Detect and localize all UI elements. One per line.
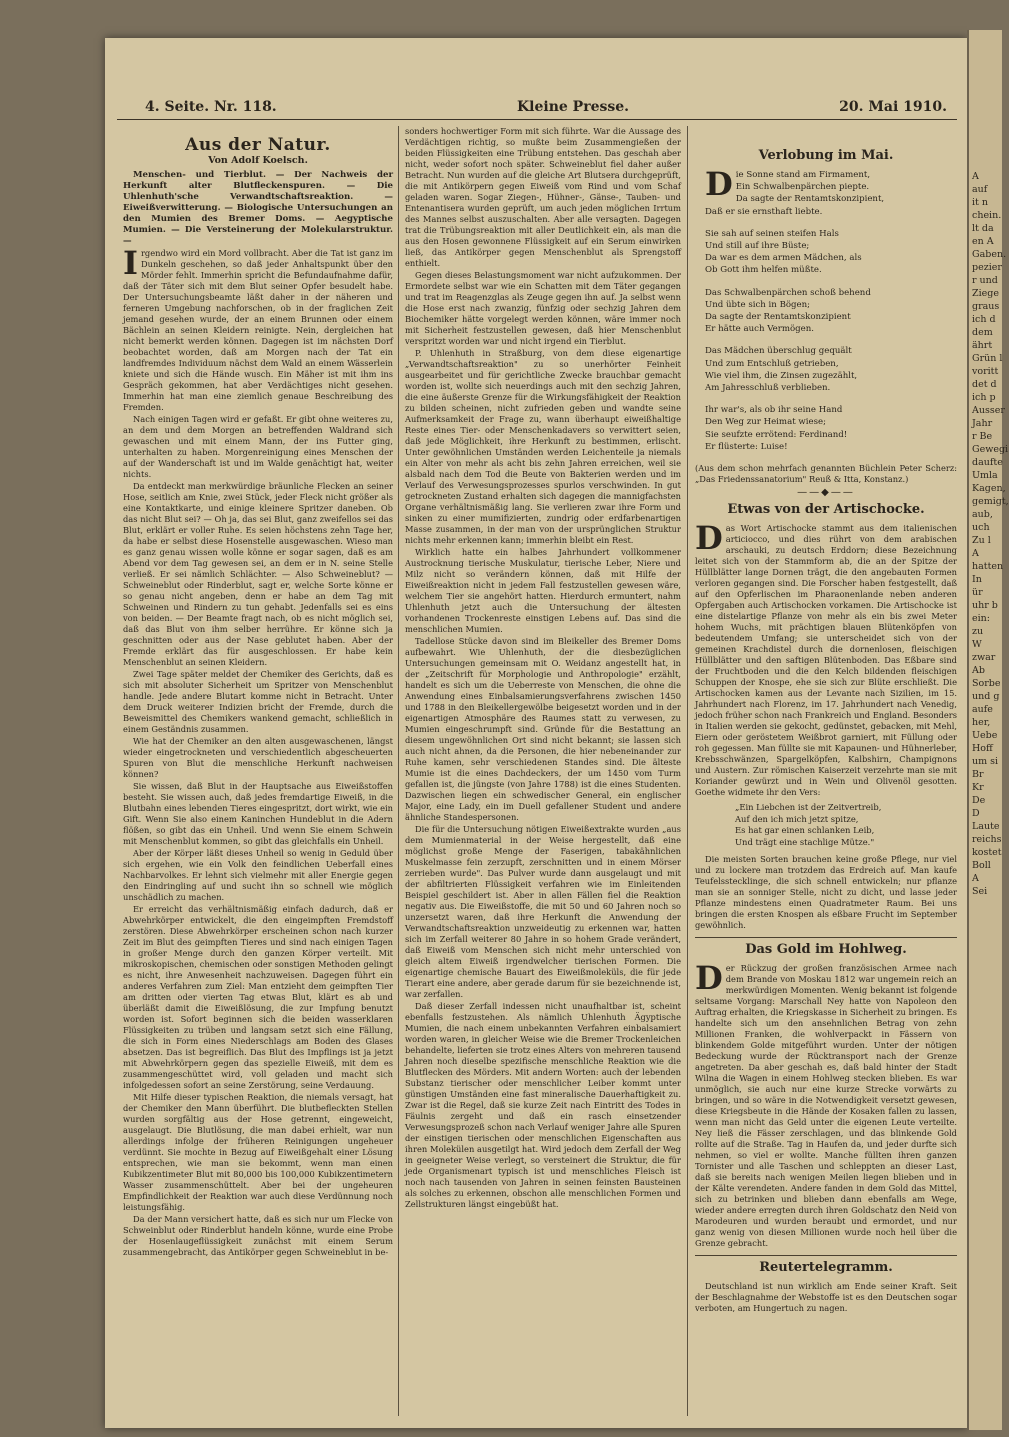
article-paragraph: Gegen dieses Belastungsmoment war nicht aufzukommen. Der Ermordete selbst war wie ein Schatten mit dem Täter gegangen und trat im Reagenzglas als Zeuge gegen ihn auf. Ja selbst wenn die Hose erst nach zwanzig, fünfzig oder sechzig Jahren dem Biochemiker hätte vorgelegt werden können, wäre immer noch mit Sicherheit festzustellen gewesen, daß hier Menschenblut verspritzt worden war und nicht irgend ein Tierblut. xyxy=(405,270,681,346)
dropcap: I xyxy=(123,244,138,282)
adjacent-page-fragment: zwar xyxy=(972,652,996,663)
article-title: Aus der Natur. xyxy=(185,135,331,155)
article-paragraph: Die für die Untersuchung nötigen Eiweißextrakte wurden „aus dem Mumienmaterial in der Weise hergestellt, daß eine möglichst große Menge der Faserigen, tabakähnlichen Muskelmasse fein zerzupft, zerschnitten und in einem Mörser zerrieben wurde". Das Pulver wurde dann ausgelaugt und mit der abfiltrierten Flüssigkeit verfahren wie im Einleitenden Beispiel geschildert ist. Aber in allen Fällen fiel die Reaktion negativ aus. Die Eiweißstoffe, die mit 50 und 60 Jahren noch so unzersetzt waren, daß ihre Herkunft die Anwendung der Verwandtschaftsreaktion unzweideutig zu erkennen war, hatten sich im Zerfall weiterer 80 Jahre in so hohem Grade verändert, daß Eiweiß vom Menschen sich nicht mehr unterschied von gleich altem Eiweiß irgendwelcher tierischen Formen. Die eigenartige chemische Bauart des Eiweißmoleküls, die für jede Tierart eine andere, aber gerade darum für sie bezeichnende ist, war zerfallen. xyxy=(405,824,681,999)
telegramm-text: Deutschland ist nun wirklich am Ende seiner Kraft. Seit der Beschlagnahme der Webstoffe ist es den Deutschen sogar verboten, am Hungertuch zu nagen. xyxy=(695,1281,957,1314)
adjacent-page-fragment: A xyxy=(972,548,979,559)
ornament-divider: ——◆—— xyxy=(797,487,855,499)
adjacent-page-fragment: graus xyxy=(972,301,1000,312)
poem-title: Verlobung im Mai. xyxy=(758,148,894,163)
adjacent-page-fragment: ein: xyxy=(972,613,990,624)
adjacent-page-fragment: und g xyxy=(972,691,1000,702)
page-header xyxy=(117,97,957,120)
column-3 xyxy=(695,126,957,1426)
gold-title: Das Gold im Hohlweg. xyxy=(745,942,907,958)
poem xyxy=(695,165,957,453)
article-paragraph: Der Rückzug der großen französischen Armee nach dem Brande von Moskau 1812 war ungemein reich an merkwürdigen Momenten. Wenig bekannt ist folgende seltsame Vorgang: Marschall Ney hatte von Napoleon den Auftrag erhalten, die Kriegskasse in Sicherheit zu bringen. Es handelte sich um den ansehnlichen Betrag von zehn Millionen Franken, die wohlverpackt in Fässern von blinkendem Golde mitgeführt wurden. Unter der nötigen Bedeckung wurde der Rücktransport nach der Grenze angetreten. Da aber geschah es, daß bald hinter der Stadt Wilna die Wagen in einem Hohlweg stecken blieben. Es war unmöglich, sie auch nur eine kurze Strecke vorwärts zu bringen, und so wäre in die Notwendigkeit versetzt gewesen, diese Kriegsbeute in die Hände der Kosaken fallen zu lassen, wenn man nicht das Geld unter die eigenen Leute verteilte. Ney ließ die Fässer zerschlagen, und das blinkende Gold rollte auf die Straße. Tag in Haufen da, und jeder durfte sich nehmen, so viel er wollte. Manche füllten ihren ganzen Tornister und alle Taschen und schleppten an dieser Last, daß sie bereits nach wenigen Meilen liegen blieben und in der Kälte verendeten. Andere fanden in dem Gold das Mittel, sich zu betrinken und blieben dann ebenfalls am Wege, wieder andere erregten durch ihren Goldschatz den Neid von Marodeuren und wurden beraubt und ermordet, und nur ganz wenig von diesen Millionen wurde noch heil über die Grenze gebracht. xyxy=(695,959,957,1249)
article-paragraph: Irgendwo wird ein Mord vollbracht. Aber die Tat ist ganz im Dunkeln geschehen, so daß jeder Anhaltspunkt über den Mörder fehlt. Immerhin spricht die Befundaufnahme dafür, daß der Täter sich mit dem Blut seiner Opfer besudelt habe. Der Untersuchungsbeamte läßt daher in der näheren und ferneren Umgebung nachforschen, ob in der fraglichen Zeit jemand gesehen wurde, der an einem Brunnen oder einem Bächlein an seinen Kleidern reinigte. Nein, dergleichen hat nicht bemerkt werden können. Dagegen ist im nächsten Dorf beobachtet worden, daß am Morgen nach der Tat ein landfremdes Individuum nächst dem Wald an einem Wässerlein kniete und sich die Hände wusch. Ein Mäher ist mit ihm ins Gespräch gekommen, hat aber Verdächtiges nicht gesehen. Immerhin hat man eine ziemlich genaue Beschreibung des Fremden. xyxy=(123,244,393,412)
adjacent-page-fragment: Sorbe xyxy=(972,678,1001,689)
article-byline: Von Adolf Koelsch. xyxy=(208,155,308,166)
adjacent-page-fragment: uhr b xyxy=(972,600,998,611)
adjacent-page-fragment: r und xyxy=(972,275,998,286)
article-paragraph: Wirklich hatte ein halbes Jahrhundert vollkommener Austrocknung tierische Muskulatur, tierische Leber, Niere und Milz nicht so verändern können, daß mit Hilfe der Eiweißreaktion nicht in jedem Fall festzustellen gewesen wäre, welchem Tier sie angehört hatten. Hierdurch ermuntert, nahm Uhlenhuth jetzt auch die Untersuchung der ältesten vorhandenen Trockenreste einstigen Lebens auf. Das sind die menschlichen Mumien. xyxy=(405,547,681,634)
article-paragraph: Tadellose Stücke davon sind im Bleikeller des Bremer Doms aufbewahrt. Wie Uhlenhuth, der die diesbezüglichen Untersuchungen gemeinsam mit O. Weidanz angestellt hat, in der „Zeitschrift für Morphologie und Anthropologie" erzählt, handelt es sich um die Ueberreste von Menschen, die ohne die Anwendung eines Einbalsamierungsverfahrens zwischen 1450 und 1788 in den Bleikellergewölbe beigesetzt worden und in der eigenartigen Atmosphäre des Raumes statt zu verwesen, zu Mumien eingeschrumpft sind. Gründe für die Bestattung an diesem ungewöhnlichen Ort sind nicht bekannt; sie lassen sich auch nicht ahnen, da die Personen, die hier nebeneinander zur Ruhe kamen, sehr verschiedenen Standes sind. Die älteste Mumie ist die eines Dachdeckers, der um 1450 vom Turm gefallen ist, die jüngste (von Jahre 1788) ist die eines Studenten. Dazwischen liegen ein schwedischer General, ein englischer Major, eine Lady, ein im Duell gefallener Student und andere ähnliche Standespersonen. xyxy=(405,636,681,822)
adjacent-page-fragment: ich d xyxy=(972,314,996,325)
adjacent-page-fragment: Ziege xyxy=(972,288,999,299)
adjacent-page-fragment: ich p xyxy=(972,392,996,403)
adjacent-page-fragment: Kr xyxy=(972,782,984,793)
column-rule-2 xyxy=(687,126,688,1416)
adjacent-page-fragment: dem xyxy=(972,327,993,338)
adjacent-page-fragment: Ausser xyxy=(972,405,1005,416)
poem-stanza: Ihr war's, als ob ihr seine Hand Den Weg zur Heimat wiese; Sie seufzte errötend: Ferdinand! Er flüsterte: Luise! xyxy=(705,405,848,452)
adjacent-page-fragment: uch xyxy=(972,522,990,533)
adjacent-page-fragment: Br xyxy=(972,769,984,780)
adjacent-page-fragment: her, xyxy=(972,717,991,728)
section-rule xyxy=(695,1255,957,1256)
goethe-quote: „Ein Liebchen ist der Zeitvertreib, Auf den ich mich jetzt spitze, Es hat gar einen schlanken Leib, Und trägt eine stachlige Mütze." xyxy=(735,802,882,847)
article-paragraph: Wie hat der Chemiker an den alten ausgewaschenen, längst wieder eingetrockneten und verschiedentlich abgescheuerten Spuren von Blut die menschliche Herkunft nachweisen können? xyxy=(123,736,393,779)
adjacent-page-fragment: Boll xyxy=(972,860,991,871)
adjacent-page-fragment: Ab xyxy=(972,665,985,676)
paper-title: Kleine Presse. xyxy=(517,99,630,115)
adjacent-page-fragment: A xyxy=(972,171,979,182)
article-lead: Menschen- und Tierblut. — Der Nachweis der Herkunft alter Blutfleckenspuren. — Die Uhlenhuth'sche Verwandtschaftsreaktion. — Eiweißverwitterung. — Biologische Untersuchungen an den Mumien des Bremer Doms. — Aegyptische Mumien. — Die Versteinerung der Molekularstruktur. — xyxy=(123,170,393,246)
adjacent-page-fragment: hatten xyxy=(972,561,1004,572)
adjacent-page-fragment: chein. xyxy=(972,210,1002,221)
adjacent-page-fragment: r Be xyxy=(972,431,993,442)
adjacent-page-fragment: Jahr xyxy=(972,418,993,429)
article-paragraph: Sie wissen, daß Blut in der Hauptsache aus Eiweißstoffen besteht. Sie wissen auch, daß jedes fremdartige Eiweiß, in die Blutbahn eines lebenden Tieres eingespritzt, dort wirkt, wie ein Gift. Wenn Sie also einem Kaninchen Hundeblut in die Adern flößen, so gibt das ein Unheil. Und wenn Sie einem Schwein mit Menschenblut kommen, so gibt das gleichfalls ein Unheil. xyxy=(123,781,393,846)
adjacent-page-fragment: en A xyxy=(972,236,994,247)
adjacent-page-fragment: Gaben. xyxy=(972,249,1007,260)
adjacent-page-fragment: zu xyxy=(972,626,984,637)
poem-stanza: Sie sah auf seinen steifen Hals Und still auf ihre Büste; Da war es dem armen Mädchen, als Ob Gott ihm helfen müßte. xyxy=(705,228,862,276)
adjacent-page-fragment: In xyxy=(972,574,982,585)
adjacent-page-fragment: it n xyxy=(972,197,988,208)
article-paragraph: Mit Hilfe dieser typischen Reaktion, die niemals versagt, hat der Chemiker den Mann überführt. Die blutbefleckten Stellen wurden sorgfältig aus der Hose getrennt, eingeweicht, ausgelaugt. Die Blutlösung, die man dabei erhielt, war nun allerdings infolge der früheren Reinigungen ungeheuer verdünnt. Sie mochte in Bezug auf Eiweißgehalt einer Lösung entsprechen, wie man sie bekommt, wenn man einen Kubikzentimeter Blut mit 80,000 bis 100,000 Kubikzentimetern Wasser zusammenschüttelt. Aber bei der ungeheuren Empfindlichkeit der Reaktion war auch diese Verdünnung noch leistungsfähig. xyxy=(123,1092,393,1212)
adjacent-page-fragment: De xyxy=(972,795,986,806)
article-paragraph: Er erreicht das verhältnismäßig einfach dadurch, daß er Abwehrkörper entwickelt, die den eingeimpften Fremdstoff zerstören. Diese Abwehrkörper erscheinen schon nach kurzer Zeit im Blut des geimpften Tieres und sind nach einigen Tagen in großer Menge durch den ganzen Körper verteilt. Mit mikroskopischen, chemischen oder sonstigen Methoden gelingt es nicht, ihre Anwesenheit nachzuweisen. Dagegen führt ein anderes Verfahren zum Ziel: Man entzieht dem geimpften Tier am dritten oder vierten Tag etwas Blut, klärt es ab und überläßt damit die Eiweißlösung, die zur Impfung benutzt worden ist. Sofort beginnen sich die beiden wasserklaren Flüssigkeiten zu trüben und langsam setzt sich eine Fällung, die sich in Form eines Niederschlags am Boden des Glases absetzen. Das ist begreiflich. Das Blut des Impflings ist ja jetzt mit Abwehrkörpern gegen das spezielle Eiweiß, mit dem es zusammengeschüttet wird, voll geladen und macht sich infolgedessen sofort an seine Zerstörung, seine Verdauung. xyxy=(123,904,393,1090)
adjacent-page-fragment: Uebe xyxy=(972,730,998,741)
dropcap: D xyxy=(695,959,723,998)
article-paragraph: Nach einigen Tagen wird er gefaßt. Er gibt ohne weiteres zu, an dem und dem Morgen an betreffenden Waldrand sich gewaschen und mit einem Mann, der ins Futter ging, unterhalten zu haben. Morgenreinigung eines Menschen der auf der Wanderschaft ist und im Walde genächtigt hat, weiter nichts. xyxy=(123,414,393,479)
dropcap: D xyxy=(705,165,733,203)
adjacent-page-edge xyxy=(967,30,1009,1430)
adjacent-page-fragment: Laute xyxy=(972,821,1000,832)
adjacent-page-fragment: gemigt, xyxy=(972,496,1009,507)
adjacent-page-fragment: ährt xyxy=(972,340,993,351)
adjacent-page-fragment: A xyxy=(972,873,979,884)
poem-stanza: Das Mädchen überschlug gequält Und zum Entschluß getrieben, Wie viel ihm, die Zinsen zugezählt, Am Jahresschluß verblieben. xyxy=(705,346,858,394)
adjacent-page-fragment: Gewegi xyxy=(972,444,1009,455)
article-paragraph: Da der Mann versichert hatte, daß es sich nur um Flecke von Schweinblut oder Rinderblut handeln könne, wurde eine Probe der Hosenlaugeflüssigkeit zunächst mit einem Serum zusammengebracht, das Antikörper gegen Schweineblut in be- xyxy=(123,1214,393,1257)
adjacent-page-fragment: aufe xyxy=(972,704,993,715)
dropcap: D xyxy=(695,519,723,558)
issue-date: 20. Mai 1910. xyxy=(839,99,947,115)
article-paragraph: Da entdeckt man merkwürdige bräunliche Flecken an seiner Hose, seitlich am Knie, zwei Stück, jeder Fleck nicht größer als eine Kontaktkarte, und einige kleinere Spritzer daneben. Ob das nicht Blut sei? — Oh ja, das sei Blut, ganz zweifellos sei das Blut, erklärt er voller Ruhe. Es seien höchstens zehn Tage her, da habe er selbst diese Hosenstelle ausgewaschen. Wieso man es ganz genau wissen wolle könne er sogar sagen, daß es am Abend vor dem Tag gewesen sei, an dem er in N. seine Stelle verließ. Er sei nämlich Schlächter. — Also Schweineblut? — Schweineblut oder Rinderblut, sagt er, welche Sorte könne er so genau nicht angeben, denn er habe an dem Tag mit Schweinen und Rindern zu tun gehabt. Jedenfalls sei es eins von beiden. — Der Beamte fragt nach, ob es nicht möglich sei, daß das Blut von ihm selber herrühre. Er könne sich ja geschnitten oder aus der Nase geblutet haben. Aber der Fremde erklärt das für ausgeschlossen. Er habe kein Menschenblut an seinen Kleidern. xyxy=(123,481,393,667)
adjacent-page-fragment: det d xyxy=(972,379,997,390)
adjacent-page-fragment: daufte xyxy=(972,457,1003,468)
article-paragraph: Die meisten Sorten brauchen keine große Pflege, nur viel und zu lockere man trotzdem das Erdreich auf. Man kaufe Teufelsstecklinge, die sich schnell entwickeln; nur pflanze man sie an sonniger Stelle, nicht zu dicht, und lasse jeder Pflanze mindestens einen Quadratmeter Raum. Bei uns bringen die ersten Knospen als eßbare Frucht im September gewöhnlich. xyxy=(695,854,957,931)
adjacent-page-fragment: Kagen, xyxy=(972,483,1006,494)
adjacent-page-fragment: pezier xyxy=(972,262,1002,273)
adjacent-page-fragment: Umla xyxy=(972,470,998,481)
adjacent-page-fragment: voritt xyxy=(972,366,999,377)
adjacent-page-fragment: kostet xyxy=(972,847,1002,858)
artischocke-title: Etwas von der Artischocke. xyxy=(727,502,925,518)
article-paragraph: sonders hochwertiger Form mit sich führte. War die Aussage des Verdächtigen richtig, so mußte beim Zusammengießen der beiden Flüssigkeiten eine Trübung entstehen. Das geschah aber nicht, weder sofort noch später. Schweineblut fiel daher außer Betracht. Nun wurden auf die gleiche Art Blutsera durchgeprüft, die mit Antikörpern gegen Eiweiß vom Rind und vom Schaf geladen waren. Sogar Ziegen-, Hühner-, Gänse-, Tauben- und Entenantisera wurden geprüft, um auch jeden möglichen Irrtum des Mannes selbst auszuschalten. Aber alle versagten. Dagegen trat die Trübungsreaktion mit aller Deutlichkeit ein, als man die aus den Hosen gewonnene Flüssigkeit auf ein Serum einwirken ließ, das Antikörper gegen Menschenblut als Sprengstoff enthielt. xyxy=(405,126,681,268)
article-paragraph: Daß dieser Zerfall indessen nicht unaufhaltbar ist, scheint ebenfalls festzustehen. Als nämlich Uhlenhuth Ägyptische Mumien, die nach einem unbekannten Verfahren einbalsamiert worden waren, in gleicher Weise wie die Bremer Trockenleichen behandelte, lieferten sie trotz eines Alters von mehreren tausend Jahren noch dieselbe spezifische menschliche Reaktion wie die Blutflecken des Mörders. Mit andern Worten: auch der lebenden Substanz tierischer oder menschlicher Leiber kommt unter günstigen Umständen eine fast mineralische Dauerhaftigkeit zu. Zwar ist die Regel, daß sie kurze Zeit nach Eintritt des Todes in Fäulnis zergeht und daß ein rasch einsetzender Verwesungsprozeß schon nach Verlauf weniger Jahre alle Spuren der einstigen tierischen oder menschlichen Eigenschaften aus ihren Molekülen ausgetilgt hat. Wird jedoch dem Zerfall der Weg in geeigneter Weise verlegt, so versteinert die Struktur, die für jede Organismenart typisch ist und menschliches Fleisch ist noch nach tausenden von Jahren in seinen feinsten Bausteinen als solches zu erkennen, obschon alle menschlichen Formen und Zellstrukturen längst eingebüßt hat. xyxy=(405,1001,681,1209)
adjacent-page-fragment: Sei xyxy=(972,886,988,897)
adjacent-page-fragment: Zu l xyxy=(972,535,991,546)
adjacent-page-fragment: W xyxy=(972,639,982,650)
article-paragraph: Aber der Körper läßt dieses Unheil so wenig in Geduld über sich ergehen, wie ein Volk den feindlichen Ueberfall eines Nachbarvolkes. Er lehnt sich vielmehr mit aller Energie gegen den Eindringling auf und sucht ihn so schnell wie möglich unschädlich zu machen. xyxy=(123,848,393,902)
article-paragraph: P. Uhlenhuth in Straßburg, von dem diese eigenartige „Verwandtschaftsreaktion" zu so unerhörter Feinheit ausgearbeitet und für gerichtliche Zwecke brauchbar gemacht worden ist, wollte sich neuerdings auch mit den sechzig Jahren, die eine äußerste Grenze für die Wirkungsfähigkeit der Reaktion zu bilden scheinen, nicht zufrieden geben und wandte seine Aufmerksamkeit der Frage zu, wann überhaupt eiweißhaltige Reste eines Tier- oder Menschenkadavers so verwittert seien, daß jede Möglichkeit, ihre Herkunft zu bestimmen, erlischt. Unter gewöhnlichen Umständen werden Leichenteile ja niemals ein Alter von mehr als acht bis zehn Jahren erreichen, weil sie alsbald nach dem Tod die Beute von Bakterien werden und im Verlauf des Verwesungsprozesses spurlos verschwinden. In gut getrockneten Zustand erhalten sich dagegen die mannigfachsten Organe verhältnismäßig lang. Sie verlieren zwar ihre Form und sinken zu einer mumifizierten, zundrig oder erdfarbenartigen Masse zusammen, in der man von der ursprünglichen Struktur nichts mehr erkennen kann; immerhin bleibt ein Rest. xyxy=(405,348,681,545)
adjacent-page-fragment: Hoff xyxy=(972,743,993,754)
telegramm-title: Reutertelegramm. xyxy=(759,1260,893,1276)
adjacent-page-fragment: aub, xyxy=(972,509,993,520)
adjacent-page-fragment: um si xyxy=(972,756,999,767)
newspaper-page xyxy=(105,38,967,1428)
column-1 xyxy=(123,126,393,1426)
adjacent-page-fragment: D xyxy=(972,808,980,819)
poem-stanza: Das Schwalbenpärchen schoß behend Und übte sich in Bögen; Da sagte der Rentamtskonzipient Er hätte auch Vermögen. xyxy=(705,287,871,335)
poem-source: (Aus dem schon mehrfach genannten Büchlein Peter Scherz: „Das Friedenssanatorium" Reuß & Itta, Konstanz.) xyxy=(695,463,957,485)
article-paragraph: Zwei Tage später meldet der Chemiker des Gerichts, daß es sich mit absoluter Sicherheit um Spritzer von Menschenblut handle. Jede andere Blutart komme nicht in Betracht. Unter dem Druck weiterer Indizien bricht der Fremde, durch die Beweismittel des Chemikers wankend gemacht, schließlich in einem Geständnis zusammen. xyxy=(123,669,393,734)
section-rule xyxy=(695,937,957,938)
adjacent-page-fragment: ür xyxy=(972,587,983,598)
adjacent-page-fragment: lt da xyxy=(972,223,994,234)
column-rule-1 xyxy=(398,126,399,1416)
page-label: 4. Seite. Nr. 118. xyxy=(145,99,277,115)
poem-stanza: D ie Sonne stand am Firmament, Ein Schwalbenpärchen piepte. Da sagte der Rentamtskonzipient, Daß er sie ernsthaft liebte. xyxy=(705,165,885,217)
adjacent-page-fragment: Grün l xyxy=(972,353,1003,364)
adjacent-page-fragment: auf xyxy=(972,184,988,195)
article-paragraph: Das Wort Artischocke stammt aus dem italienischen articiocco, und dies rührt von dem arabischen arschauki, zu deutsch Erddorn; diese Bezeichnung leitet sich von der Stammform ab, die an der Spitze der Hüllblätter lange Dornen trägt, die den angebauten Formen verloren gegangen sind. Die Forscher haben festgestellt, daß auf den Opferlischen im Pharaonenlande neben anderen Opfergaben auch Artischocken vorkamen. Die Artischocke ist eine distelartige Pflanze von mehr als ein bis zwei Meter hohem Wuchs, mit prächtigen blauen Blütenköpfen von bedeutendem Umfang; sie unterscheidet sich von der gemeinen Krachdistel durch die dornenlosen, fleischigen Hüllblätter und den saftigen Blütenboden. Das Eßbare sind der Fruchtboden und die den Kelch bildenden fleischigen Schuppen der Knospe, ehe sie sich zur Blüte erschließt. Die Artischocken kamen aus der Levante nach Sizilien, im 15. Jahrhundert nach Florenz, im 17. Jahrhundert nach Venedig, jedoch früher schon nach Frankreich und England. Besonders in Italien werden sie gekocht, gedünstet, gebacken, mit Mehl, Eiern oder geröstetem Weißbrot garniert, mit Füllung oder roh gegessen. Man füllte sie mit Kapaunen- und Hühnerleber, Krebsschwänzen, Spargelköpfen, Kalbshirn, Champignons und Austern. Zur römischen Kaiserzeit verzehrte man sie mit Koriander gewürzt und in Wein und Olivenöl gesotten. Goethe widmete ihr den Vers: xyxy=(695,519,957,798)
column-2 xyxy=(405,126,681,1426)
adjacent-page-fragment: reichs xyxy=(972,834,1002,845)
